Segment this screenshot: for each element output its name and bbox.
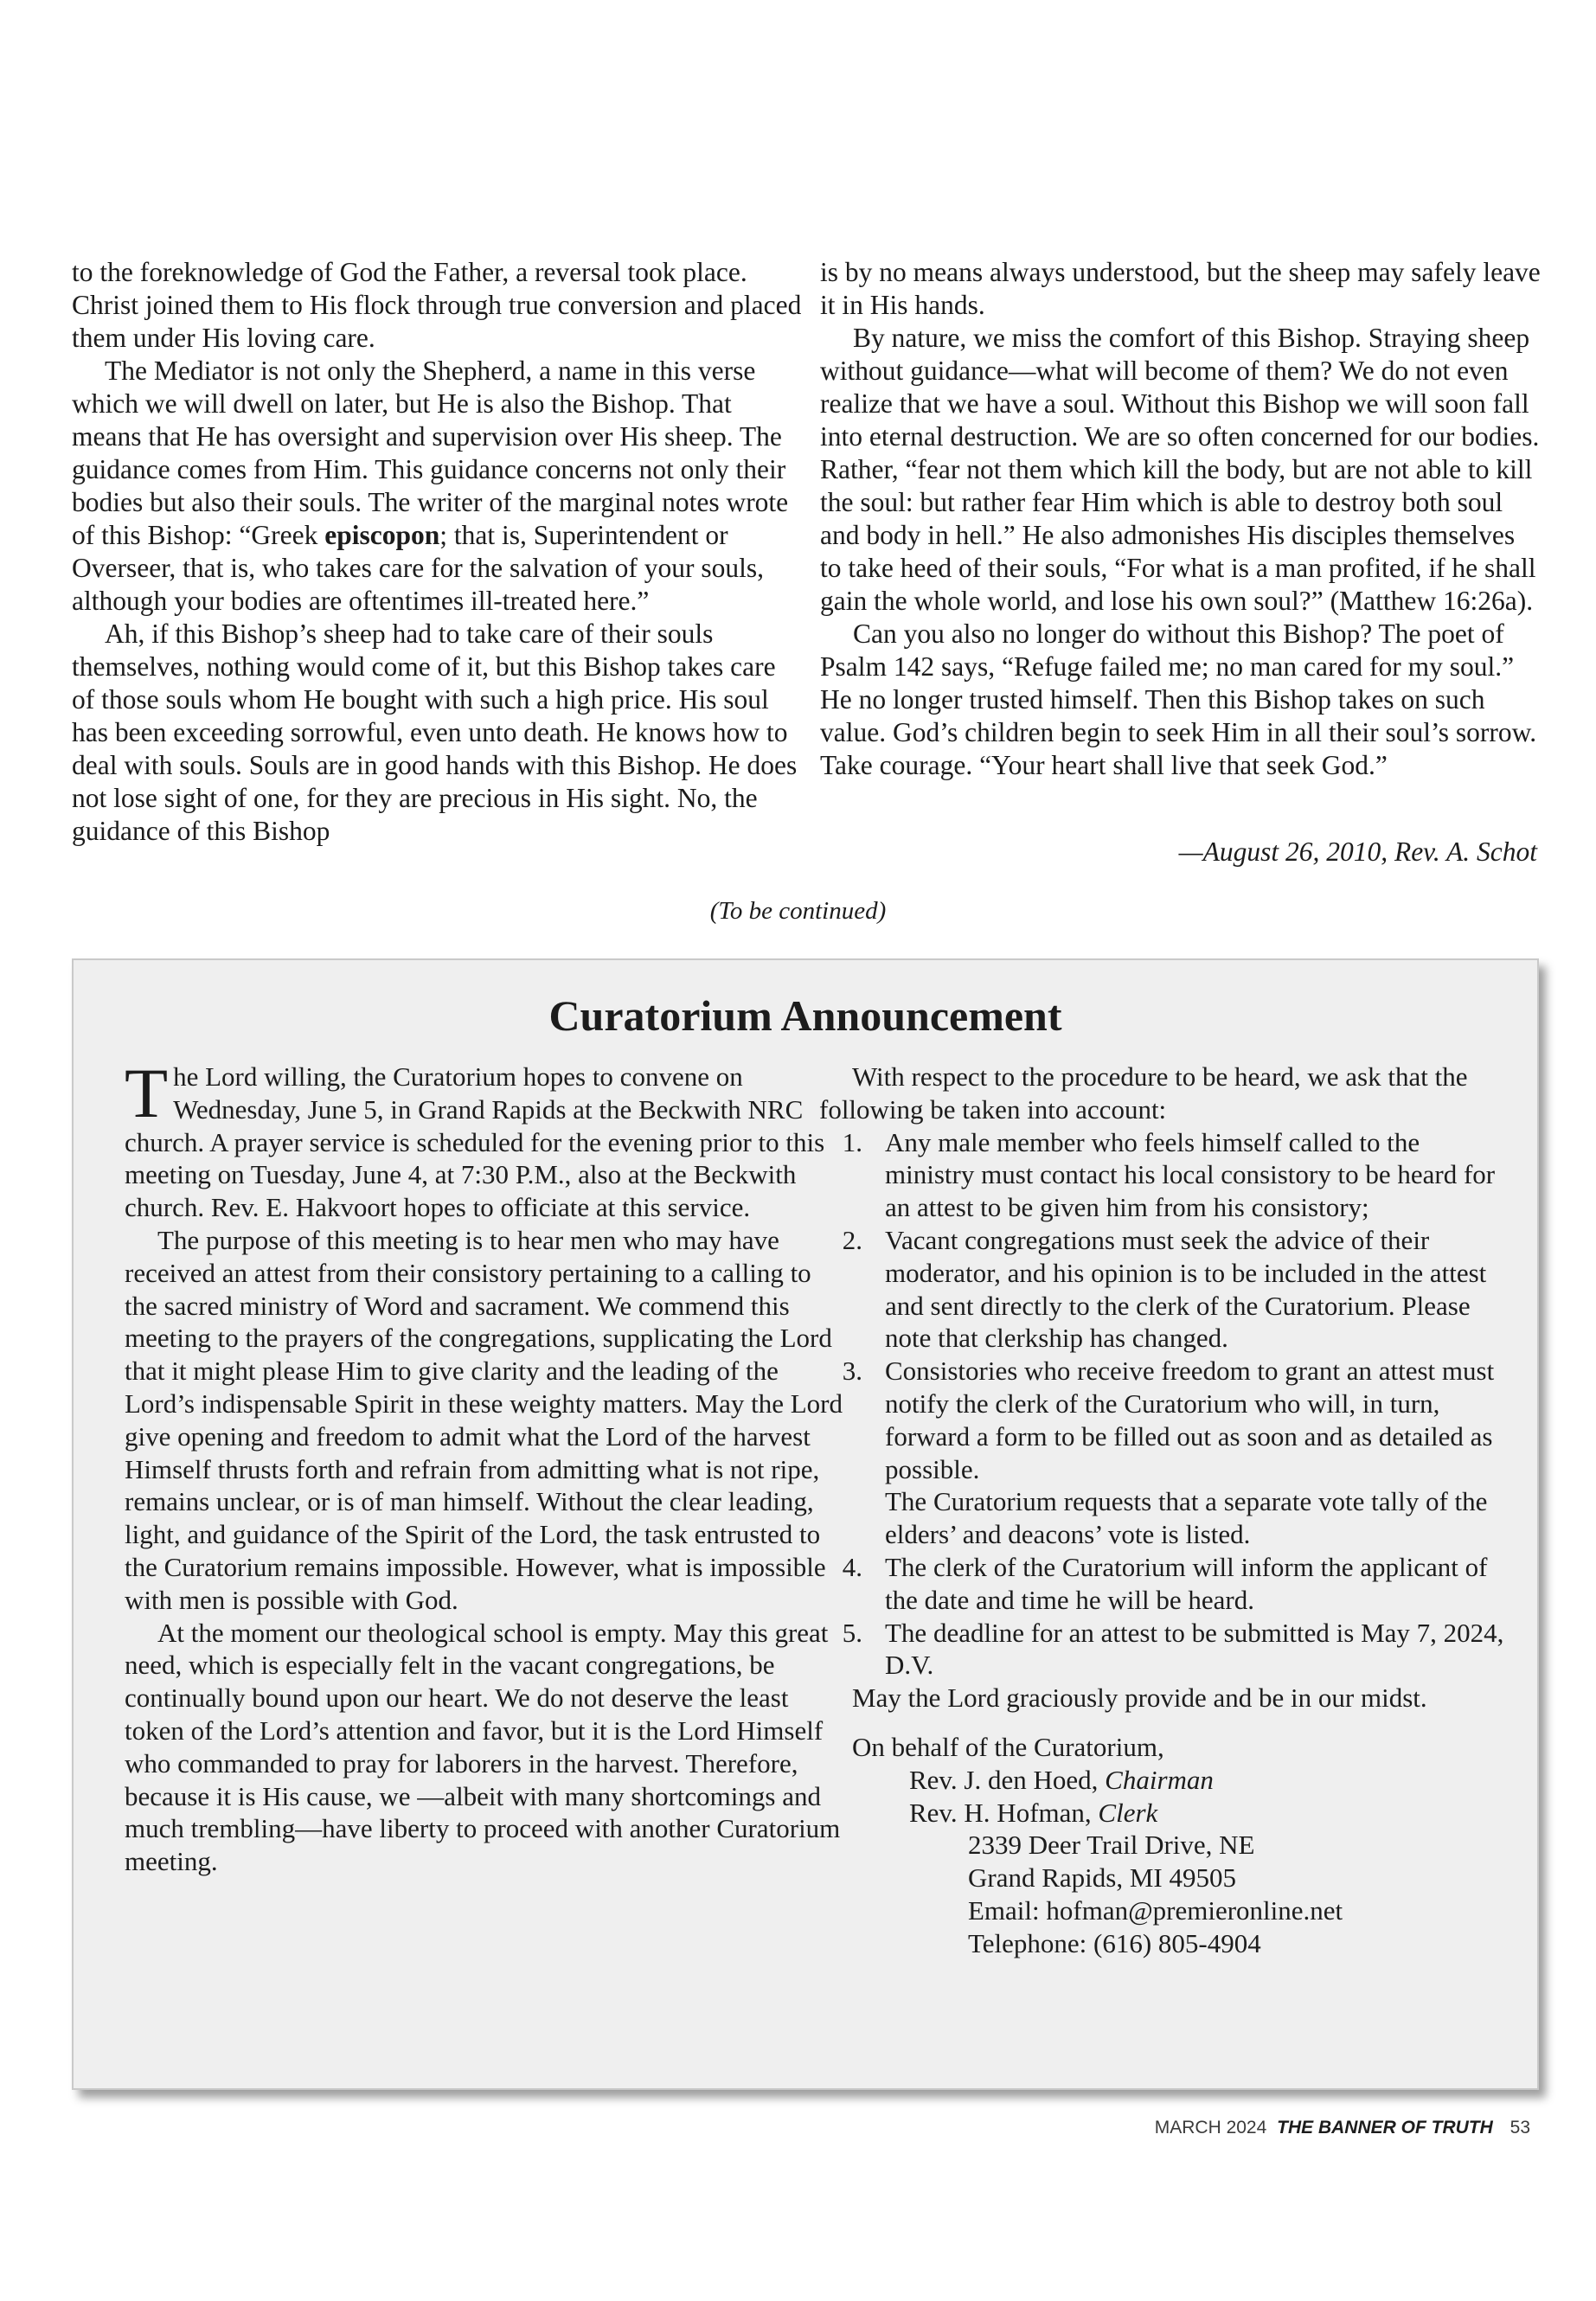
behalf-line: On behalf of the Curatorium, [852, 1731, 1164, 1762]
article-signature: —August 26, 2010, Rev. A. Schot [1178, 836, 1537, 867]
procedure-item-note: The Curatorium requests that a separate vote tally of the elders’ and deacons’ vote is listed. [885, 1486, 1488, 1550]
phone-line: Telephone: (616) 805-4904 [968, 1927, 1261, 1958]
city-line: Grand Rapids, MI 49505 [968, 1862, 1236, 1894]
address-line: 2339 Deer Trail Drive, NE [968, 1830, 1255, 1861]
article-right-column [820, 256, 1542, 782]
announcement-left-column [125, 1054, 843, 1878]
announcement-title: Curatorium Announcement [548, 991, 1062, 1040]
procedure-item: 1. Any male member who feels himself called to the ministry must contact his local consistory to be heard for an attest to be given him from his consistory; [842, 1126, 1496, 1223]
article-left-column [72, 256, 803, 848]
page-footer [1155, 2115, 1530, 2141]
announcement-right-column [819, 1061, 1511, 1960]
issue-date: MARCH 2024 [1154, 2118, 1267, 2138]
article-paragraph: is by no means always understood, but the sheep may safely leave it in His hands. [820, 257, 1541, 320]
to-be-continued: (To be continued) [709, 897, 887, 925]
article-paragraph: Can you also no longer do without this Bishop? The poet of Psalm 142 says, “Refuge failed me; no man cared for my soul.” He no longer trusted himself. Then this Bishop takes on such value. God’s children begin to seek Him in all their soul’s sorrow. Take courage. “Your heart shall live that seek God.” [820, 619, 1537, 780]
blessing-line: May the Lord graciously provide and be in our midst. [852, 1682, 1427, 1714]
drop-cap: T [125, 1054, 169, 1132]
procedure-intro: With respect to the procedure to be heard, we ask that the following be taken into account: [819, 1061, 1468, 1125]
email-line: Email: hofman@premieronline.net [968, 1894, 1343, 1926]
article-paragraph: to the foreknowledge of God the Father, a reversal took place. Christ joined them to His flock through true conversion and placed them under His loving care. [72, 257, 802, 353]
greek-term: episcopon [324, 520, 440, 550]
announcement-paragraph: The purpose of this meeting is to hear men who may have received an attest from their consistory pertaining to a calling to the sacred ministry of Word and sacrament. We commend this meeting to the prayers of the congregations, supplicating the Lord that it might please Him to give clarity and the leading of the Lord’s indispensable Spirit in these weighty matters. May the Lord give opening and freedom to admit what the Lord of the harvest Himself thrusts forth and refrain from admitting what is not ripe, remains unclear, or is of man himself. Without the clear leading, light, and guidance of the Spirit of the Lord, the task entrusted to the Curatorium remains impossible. However, what is impossible with men is possible with God. [125, 1224, 843, 1615]
procedure-item: 3. Consistories who receive freedom to grant an attest must notify the clerk of the Curatorium who will, in turn, forward a form to be filled out as soon and as detailed as possible. The Curatorium requests that a separate vote tally of the elders’ and deacons’ vote is listed. [819, 1355, 1511, 1551]
procedure-item: 2. Vacant congregations must seek the advice of their moderator, and his opinion is to be included in the attest and sent directly to the clerk of the Curatorium. Please note that clerkship has changed. [842, 1224, 1487, 1354]
clerk-line: Rev. H. Hofman, Clerk [909, 1797, 1158, 1828]
announcement-paragraph: The Lord willing, the Curatorium hopes to convene on Wednesday, June 5, in Grand Rapids at the Beckwith NRC church. A prayer service is scheduled for the evening prior to this meeting on Tuesday, June 4, at 7:30 P.M., also at the Beckwith church. Rev. E. Hakvoort hopes to officiate at this service. [125, 1054, 825, 1223]
chairman-line: Rev. J. den Hoed, Chairman [909, 1764, 1214, 1795]
procedure-item: 4. The clerk of the Curatorium will inform the applicant of the date and time he will be heard. [842, 1551, 1488, 1615]
publication-name: THE BANNER OF TRUTH [1277, 2118, 1493, 2138]
procedure-item: 5. The deadline for an attest to be submitted is May 7, 2024, D.V. [842, 1617, 1504, 1681]
article-paragraph: The Mediator is not only the Shepherd, a name in this verse which we will dwell on later, but He is also the Bishop. That means that He has oversight and supervision over His sheep. The guidance comes from Him. This guidance concerns not only their bodies but also their souls. The writer of the marginal notes wrote of this Bishop: “Greek episcopon; that is, Superintendent or Overseer, that is, who takes care for the salvation of your souls, although your bodies are oftentimes ill-treated here.” [72, 356, 789, 616]
announcement-box [72, 958, 1539, 2090]
procedure-list [819, 1126, 1511, 1682]
page-number: 53 [1509, 2118, 1530, 2138]
article-paragraph: By nature, we miss the comfort of this Bishop. Straying sheep without guidance—what will become of them? We do not even realize that we have a soul. Without this Bishop we will soon fall into eternal destruction. We are so often concerned for our bodies. Rather, “fear not them which kill the body, but are not able to kill the soul: but rather fear Him which is able to destroy both soul and body in hell.” He also admonishes His disciples themselves to take heed of their souls, “For what is a man profited, if he shall gain the whole world, and lose his own soul?” (Matthew 16:26a). [820, 323, 1540, 616]
article-paragraph: Ah, if this Bishop’s sheep had to take care of their souls themselves, nothing would come of it, but this Bishop takes care of those souls whom He bought with such a high price. His soul has been exceeding sorrowful, even unto death. He knows how to deal with souls. Souls are in good hands with this Bishop. He does not lose sight of one, for they are precious in His sight. No, the guidance of this Bishop [72, 619, 798, 846]
announcement-paragraph: At the moment our theological school is empty. May this great need, which is especially felt in the vacant congregations, be continually bound upon our heart. We do not deserve the least token of the Lord’s attention and favor, but it is the Lord Himself who commanded to pray for laborers in the harvest. Therefore, because it is His cause, we —albeit with many shortcomings and much trembling—have liberty to proceed with another Curatorium meeting. [125, 1617, 841, 1877]
